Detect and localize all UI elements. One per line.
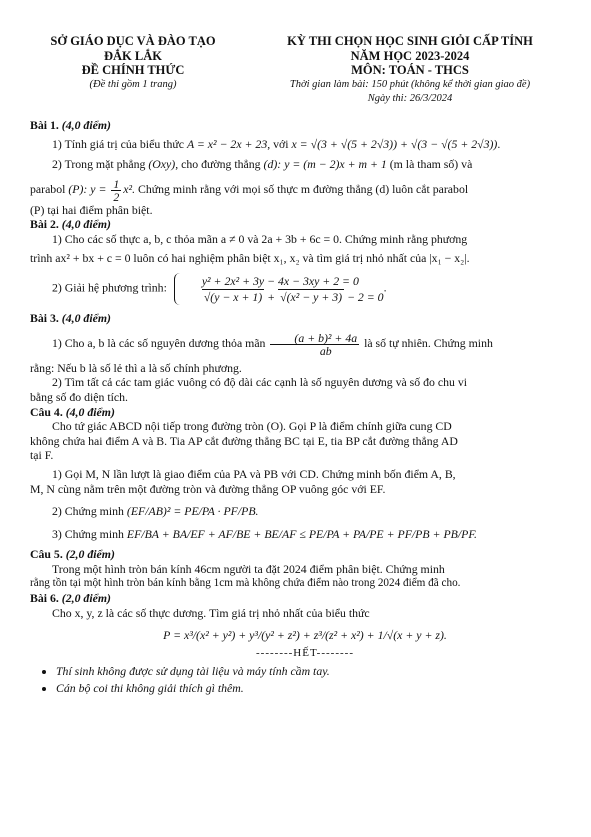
note-item: • Thí sinh không được sử dụng tài liệu và máy tính cầm tay. — [56, 664, 580, 679]
bai6-expression: P = x³/(x² + y²) + y³/(y² + z²) + z³/(z² + x²) + 1/√(x + y + z). — [163, 628, 447, 643]
cau5-text-cont: rằng tồn tại một hình tròn bán kính bằng 1cm mà không chứa điểm nào trong 2024 điểm đã cho. — [30, 577, 461, 590]
bai2-question-1: 1) Cho các số thực a, b, c thỏa mãn a ≠ 0 và 2a + 3b + 6c = 0. Chứng minh rằng phương — [52, 231, 468, 246]
province-name: ĐẮK LẮK — [104, 48, 162, 63]
header-left — [18, 34, 248, 92]
bai1-question-2-end: (P) tại hai điểm phân biệt. — [30, 202, 153, 217]
header-right — [240, 34, 580, 107]
cau5-heading: Câu 5. (2,0 điểm) — [30, 547, 115, 562]
bai2-question-1-cont: trình ax² + bx + c = 0 luôn có hai nghiệm phân biệt x₁, x₂ và tìm giá trị nhỏ nhất của |x₁ − x₂|. — [30, 250, 470, 265]
exam-notes — [30, 664, 580, 695]
cau4-intro-cont: không chứa hai điểm A và B. Tia AP cắt đường thẳng BC tại E, tia BP cắt đường thẳng AD — [30, 433, 458, 448]
exam-body — [30, 118, 580, 698]
parabol-coefficient: $\frac{1}{2}$ — [113, 176, 120, 204]
bai6-heading: Bài 6. (2,0 điểm) — [30, 591, 111, 606]
time-allowed: Thời gian làm bài: 150 phút (không kể thời gian giao đề) — [289, 78, 531, 90]
cau4-question-3: 3) Chứng minh EF/BA + BA/EF + AF/BE + BE/AF ≤ PE/PA + PA/PE + PF/PB + PB/PF. — [52, 526, 477, 541]
bai2-heading: Bài 2. (4,0 điểm) — [30, 217, 111, 232]
bai3-heading: Bài 3. (4,0 điểm) — [30, 311, 111, 326]
bai1-question-2: 2) Trong mặt phẳng (Oxy), cho đường thẳng (d): y = (m − 2)x + m + 1 (m là tham số) và — [52, 157, 473, 172]
equation-system: y² + 2x² + 3y − 4x − 3xy + 2 = 0 √(y − x + 1) + √(x² − y + 3) − 2 = 0 — [174, 273, 384, 305]
bai3-question-2-cont: bằng số đo diện tích. — [30, 389, 128, 404]
page-count-note: (Đề thi gồm 1 trang) — [89, 78, 177, 90]
cau4-question-1-cont: M, N cùng nằm trên một đường tròn và đường thẳng OP vuông góc với EF. — [30, 481, 386, 496]
end-mark: --------HẾT-------- — [256, 646, 354, 659]
school-year: NĂM HỌC 2023-2024 — [350, 48, 470, 63]
bai1-heading: Bài 1. (4,0 điểm) — [30, 118, 111, 132]
exam-date: Ngày thi: 26/3/2024 — [367, 93, 453, 104]
cau4-intro: Cho tứ giác ABCD nội tiếp trong đường tròn (O). Gọi P là điểm chính giữa cung CD — [52, 419, 452, 434]
note-item: • Cán bộ coi thi không giải thích gì thêm. — [56, 681, 580, 696]
bai3-fraction: $\frac{\text{(a + b)² + 4a}}{ab}$ — [270, 332, 359, 357]
cau5-text: Trong một hình tròn bán kính 46cm người ta đặt 2024 điểm phân biệt. Chứng minh — [52, 561, 445, 576]
bai1-question-1: 1) Tính giá trị của biểu thức A = x² − 2x + 23, với x = √(3 + √(5 + 2√3)) + √(3 − √(5 + 2√3)). — [52, 136, 501, 151]
bai2-question-2: 2) Giải hệ phương trình: y² + 2x² + 3y − 4x − 3xy + 2 = 0 √(y − x + 1) + √(x² − y + 3) − 2 = 0 . — [52, 274, 387, 305]
bai3-question-1-cont: rằng: Nếu b là số lẻ thì a là số chính phương. — [30, 360, 242, 375]
bai3-question-2: 2) Tìm tất cả các tam giác vuông có độ dài các cạnh là số nguyên dương và số đo chu vi — [52, 375, 468, 390]
cau4-question-2: 2) Chứng minh (EF/AB)² = PE/PA · PF/PB. — [52, 504, 259, 519]
bai6-text: Cho x, y, z là các số thực dương. Tìm giá trị nhỏ nhất của biểu thức — [52, 605, 370, 620]
cau4-intro-end: tại F. — [30, 448, 54, 463]
exam-name: KỲ THI CHỌN HỌC SINH GIỎI CẤP TỈNH — [287, 34, 533, 48]
cau4-heading: Câu 4. (4,0 điểm) — [30, 404, 115, 419]
bai3-question-1: 1) Cho a, b là các số nguyên dương thỏa mãn $\frac{\text{(a + b)² + 4a}}{ab}$ là số tự nhiên. Chứng minh — [52, 330, 493, 358]
cau4-question-1: 1) Gọi M, N lần lượt là giao điểm của PA và PB với CD. Chứng minh bốn điểm A, B, — [52, 466, 456, 481]
official-exam-label: ĐỀ CHÍNH THỨC — [81, 63, 185, 77]
bai1-question-2-cont: parabol (P): y = $\frac{1}{2}$ x². Chứng minh rằng với mọi số thực m đường thẳng (d) luôn cắt parabol — [30, 176, 469, 204]
department-name: SỞ GIÁO DỤC VÀ ĐÀO TẠO — [50, 34, 216, 48]
subject: MÔN: TOÁN - THCS — [351, 63, 469, 77]
